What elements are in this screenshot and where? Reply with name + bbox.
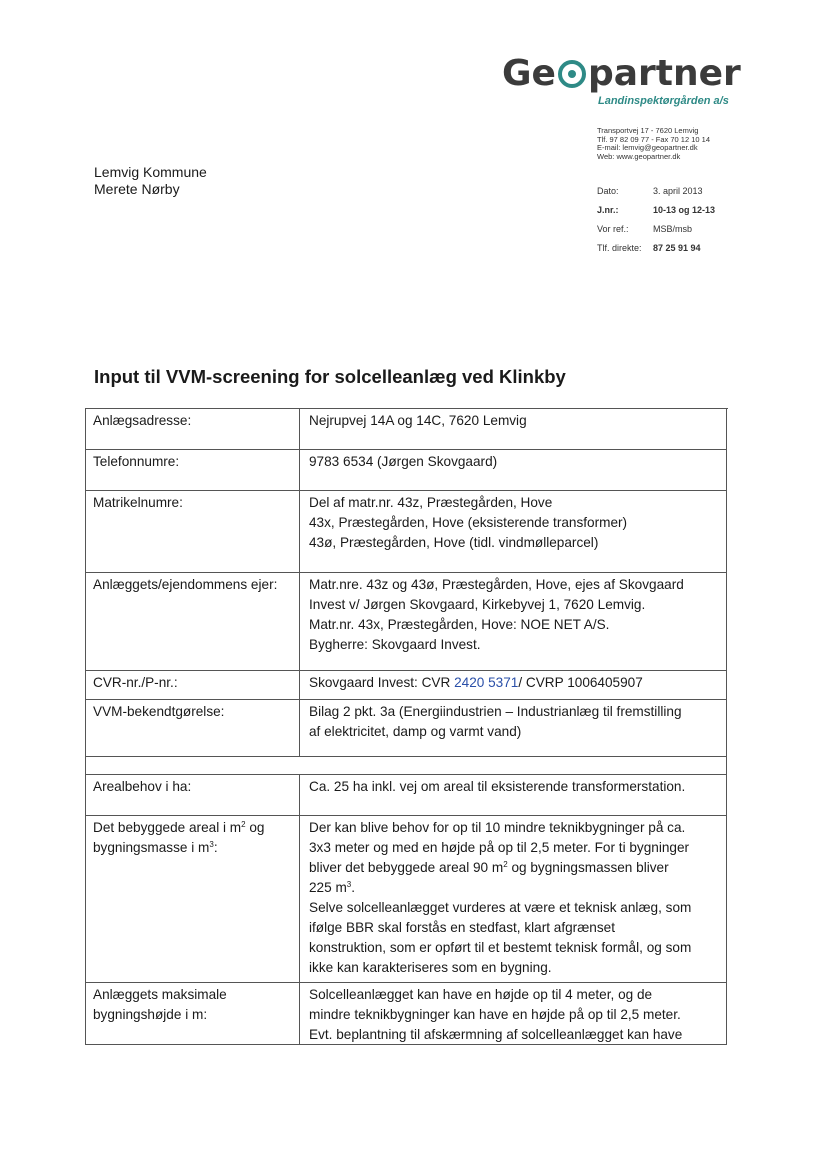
- row-value: [300, 700, 727, 757]
- logo-target-icon: [558, 60, 586, 88]
- label-line: Anlæggets maksimale: [93, 987, 227, 1002]
- table-row-vvm-order: [86, 700, 727, 757]
- row-label: [86, 816, 300, 983]
- value-line: ikke kan karakteriseres som en bygning.: [309, 960, 552, 975]
- contact-address: Transportvej 17 - 7620 Lemvig: [597, 126, 699, 135]
- value-line: Matr.nre. 43z og 43ø, Præstegården, Hove, ejes af Skovgaard: [309, 577, 684, 592]
- cvr-number: 2420 5371: [454, 675, 519, 690]
- table-row-area: [86, 775, 727, 816]
- letter-meta: [597, 186, 715, 262]
- company-contact: [597, 127, 710, 161]
- row-value: [300, 450, 727, 491]
- row-value: [300, 671, 727, 700]
- logo-wordmark: Ge partner: [502, 53, 741, 94]
- row-label: Matrikelnumre:: [86, 491, 300, 573]
- value-line: Der kan blive behov for op til 10 mindre teknikbygninger på ca.: [309, 820, 686, 835]
- meta-direct-phone: [597, 243, 715, 262]
- label-line: Det bebyggede areal i $m^2$ og: [93, 820, 265, 835]
- row-value: [300, 573, 727, 671]
- value-line: Bygherre: Skovgaard Invest.: [309, 637, 481, 652]
- table-row-max-height: [86, 983, 727, 1045]
- table-row-address: [86, 409, 727, 450]
- value-line: Ca. 25 ha inkl. vej om areal til eksisterende transformerstation.: [309, 779, 686, 794]
- meta-label: Tlf. direkte:: [597, 243, 642, 253]
- value-line: 225 $m^3$.: [309, 880, 356, 895]
- meta-value: 3. april 2013: [653, 186, 703, 196]
- row-label: Arealbehov i ha:: [86, 775, 300, 816]
- table-row-cvr: [86, 671, 727, 700]
- table-row-built-area: [86, 816, 727, 983]
- value-line: [309, 673, 726, 693]
- meta-label: J.nr.:: [597, 205, 619, 215]
- value-line: mindre teknikbygninger kan have en højde på op til 2,5 meter.: [309, 1007, 681, 1022]
- row-label: [86, 983, 300, 1045]
- cvr-prefix: Skovgaard Invest: CVR: [309, 675, 455, 690]
- row-label: Anlægsadresse:: [86, 409, 300, 450]
- value-line: Matr.nr. 43x, Præstegården, Hove: NOE NET A/S.: [309, 617, 610, 632]
- document-title: Input til VVM-screening for solcelleanlæg ved Klinkby: [94, 366, 566, 387]
- value-line: Selve solcelleanlægget vurderes at være et teknisk anlæg, som: [309, 900, 692, 915]
- table-row-phones: [86, 450, 727, 491]
- value-line: Nejrupvej 14A og 14C, 7620 Lemvig: [309, 413, 527, 428]
- cvr-suffix: / CVRP 1006405907: [518, 675, 643, 690]
- value-line: 43x, Præstegården, Hove (eksisterende transformer): [309, 515, 628, 530]
- geopartner-logo: [502, 52, 752, 112]
- value-line: bliver det bebyggede areal 90 $m^2$ og bygningsmassen bliver: [309, 860, 669, 875]
- row-value: [300, 816, 727, 983]
- value-line: 9783 6534 (Jørgen Skovgaard): [309, 454, 498, 469]
- recipient-person: Merete Nørby: [94, 181, 180, 197]
- value-line: Solcelleanlægget kan have en højde op til 4 meter, og de: [309, 987, 653, 1002]
- row-value: [300, 409, 727, 450]
- value-line: 43ø, Præstegården, Hove (tidl. vindmølleparcel): [309, 535, 599, 550]
- contact-phone: Tlf. 97 82 09 77 - Fax 70 12 10 14: [597, 134, 710, 144]
- row-value: [300, 775, 727, 816]
- label-line: bygningshøjde i m:: [93, 1007, 208, 1022]
- value-line: Bilag 2 pkt. 3a (Energiindustrien – Industrianlæg til fremstilling: [309, 704, 682, 719]
- row-label: VVM-bekendtgørelse:: [86, 700, 300, 757]
- value-line: 3x3 meter og med en højde på op til 2,5 meter. For ti bygninger: [309, 840, 690, 855]
- value-line: Del af matr.nr. 43z, Præstegården, Hove: [309, 495, 553, 510]
- meta-value: MSB/msb: [653, 224, 693, 234]
- row-value: [300, 983, 727, 1045]
- spacer-cell: [86, 757, 727, 775]
- screening-table: [85, 408, 728, 1045]
- row-label: Telefonnumre:: [86, 450, 300, 491]
- row-value: [300, 491, 727, 573]
- logo-tagline: Landinspektørgården a/s: [598, 95, 729, 107]
- table-row-spacer: [86, 757, 727, 775]
- value-line: Evt. beplantning til afskærmning af solcelleanlægget kan have: [309, 1027, 683, 1042]
- meta-value: 87 25 91 94: [653, 243, 701, 253]
- label-line: bygningsmasse i $m^3$:: [93, 840, 218, 855]
- meta-label: Dato:: [597, 186, 619, 196]
- meta-journal: [597, 205, 715, 224]
- value-line: Invest v/ Jørgen Skovgaard, Kirkebyvej 1, 7620 Lemvig.: [309, 597, 646, 612]
- meta-label: Vor ref.:: [597, 224, 629, 234]
- value-line: konstruktion, som er opført til et bestemt teknisk formål, og som: [309, 940, 692, 955]
- meta-reference: [597, 224, 715, 243]
- meta-value: 10-13 og 12-13: [653, 205, 716, 215]
- recipient-organization: Lemvig Kommune: [94, 164, 207, 180]
- value-line: ifølge BBR skal forstås en stedfast, klart afgrænset: [309, 920, 615, 935]
- row-label: CVR-nr./P-nr.:: [86, 671, 300, 700]
- recipient-address: [94, 164, 207, 198]
- contact-email: E-mail: lemvig@geopartner.dk: [597, 143, 698, 153]
- table-row-cadastral: [86, 491, 727, 573]
- row-label: Anlæggets/ejendommens ejer:: [86, 573, 300, 671]
- contact-web: Web: www.geopartner.dk: [597, 151, 681, 161]
- table-row-owner: [86, 573, 727, 671]
- meta-date: [597, 186, 715, 205]
- value-line: af elektricitet, damp og varmt vand): [309, 724, 522, 739]
